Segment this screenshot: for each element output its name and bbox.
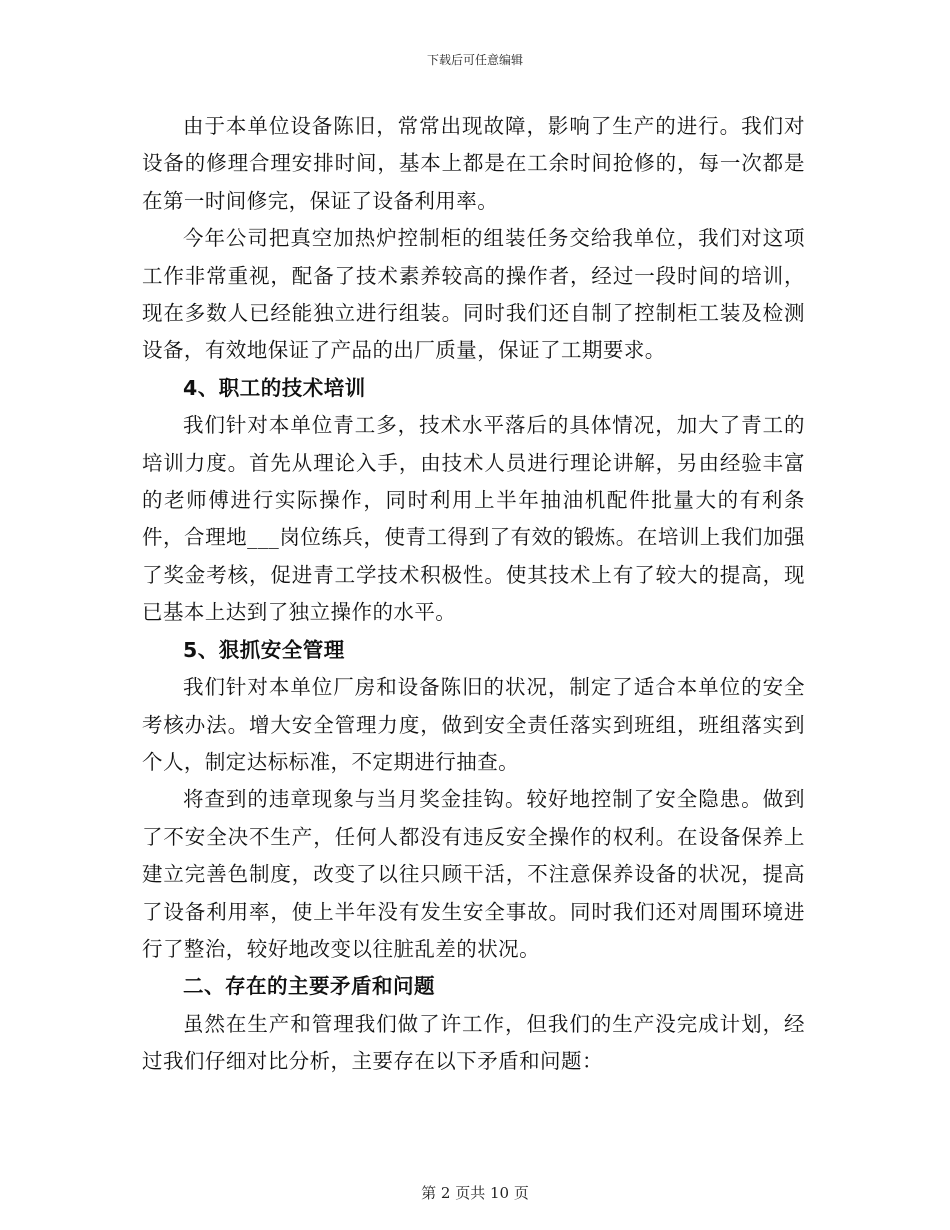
paragraph-technical-training: 我们针对本单位青工多，技术水平落后的具体情况，加大了青工的培训力度。首先从理论入手，由技术人员进行理论讲解，另由经验丰富的老师傅进行实际操作，同时利用上半年抽油机配件批量大的有利条件，合理地___岗位练兵，使青工得到了有效的锻炼。在培训上我们加强了奖金考核，促进青工学技术积极性。使其技术上有了较大的提高，现已基本上达到了独立操作的水平。 — [142, 413, 805, 625]
document-body — [142, 108, 805, 1081]
paragraph-equipment-repair: 由于本单位设备陈旧，常常出现故障，影响了生产的进行。我们对设备的修理合理安排时间，基本上都是在工余时间抢修的，每一次都是在第一时间修完，保证了设备利用率。 — [142, 114, 805, 213]
paragraph-safety-results: 将查到的违章现象与当月奖金挂钩。较好地控制了安全隐患。做到了不安全决不生产，任何人都没有违反安全操作的权利。在设备保养上建立完善色制度，改变了以往只顾干活，不注意保养设备的状况，提高了设备利用率，使上半年没有发生安全事故。同时我们还对周围环境进行了整治，较好地改变以往脏乱差的状况。 — [142, 787, 805, 961]
heading-safety-management: 5、狠抓安全管理 — [183, 637, 345, 662]
paragraph-control-cabinet: 今年公司把真空加热炉控制柜的组装任务交给我单位，我们对这项工作非常重视，配备了技术素养较高的操作者，经过一段时间的培训，现在多数人已经能独立进行组装。同时我们还自制了控制柜工装及检测设备，有效地保证了产品的出厂质量，保证了工期要求。 — [142, 226, 805, 363]
page-footer: 第 2 页共 10 页 — [421, 1184, 529, 1202]
page-header: 下载后可任意编辑 — [426, 53, 523, 67]
paragraph-safety-assessment: 我们针对本单位厂房和设备陈旧的状况，制定了适合本单位的安全考核办法。增大安全管理力度，做到安全责任落实到班组，班组落实到个人，制定达标标准，不定期进行抽查。 — [142, 675, 805, 774]
paragraph-main-problems: 虽然在生产和管理我们做了许工作，但我们的生产没完成计划，经过我们仔细对比分析，主要存在以下矛盾和问题： — [142, 1011, 805, 1074]
heading-technical-training: 4、职工的技术培训 — [183, 375, 366, 400]
heading-main-problems: 二、存在的主要矛盾和问题 — [183, 974, 435, 999]
